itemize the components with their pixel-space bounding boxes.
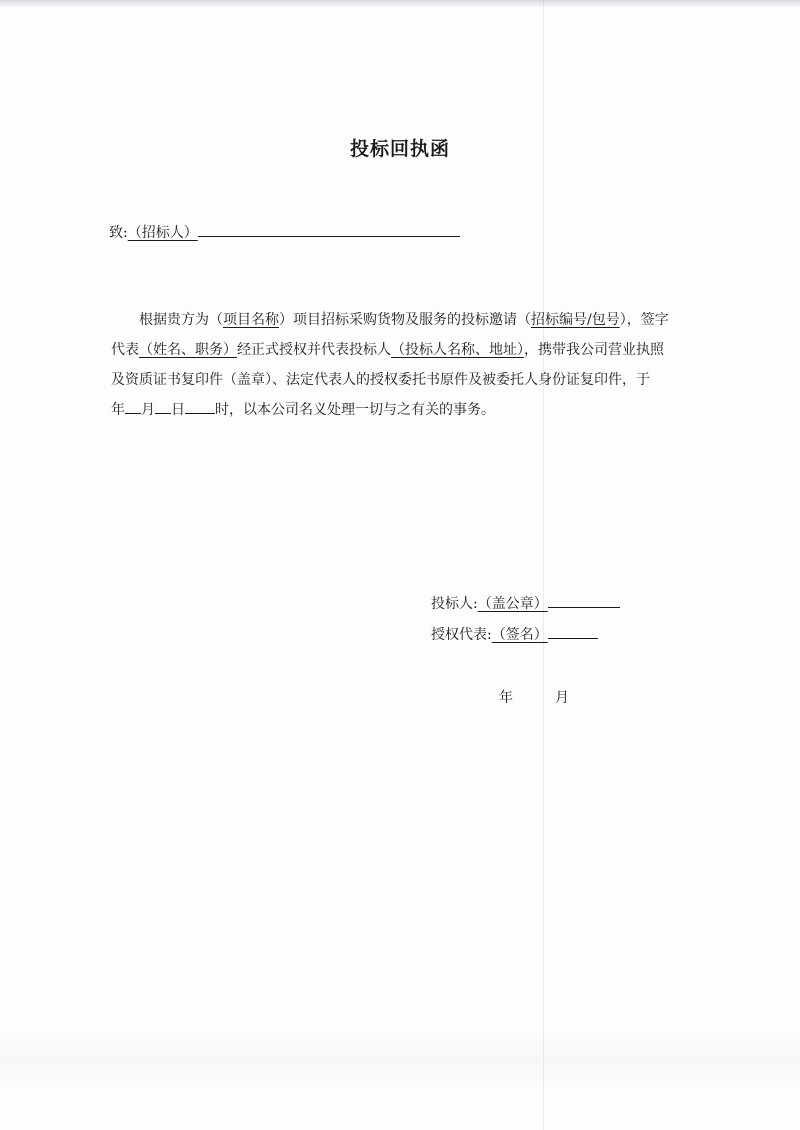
bidder-name-address-field: （投标人名称、地址）: [391, 342, 524, 358]
text-segment: 时，以本公司名义处理一切与之有关的事务。: [215, 402, 495, 418]
recipient-blank: [198, 222, 460, 237]
bidder-blank: [548, 593, 620, 608]
bidder-seal-field: （盖公章）: [477, 596, 548, 612]
date-year: 年: [499, 690, 513, 706]
hour-blank: [185, 399, 215, 414]
representative-signature-line: [431, 624, 598, 644]
scan-artifact-top: [0, 0, 800, 8]
day-label: 日: [171, 402, 185, 418]
date-month: 月: [555, 690, 569, 706]
recipient-label: 致:: [109, 225, 128, 241]
text-segment: ）项目招标采购货物及服务的投标邀请（: [279, 312, 531, 328]
paragraph-line-3: 及资质证书复印件（盖章）、法定代表人的授权委托书原件及被委托人身份证复印件，于: [111, 372, 650, 388]
month-label: 月: [141, 402, 155, 418]
document-title: 投标回执函: [349, 138, 450, 160]
bidder-label: 投标人:: [431, 596, 478, 612]
text-segment: ，携带我公司营业执照: [524, 342, 664, 358]
recipient-value: （招标人）: [127, 225, 198, 241]
tender-number-field: 招标编号/包号: [531, 312, 620, 328]
paragraph-line-4: [111, 395, 696, 425]
year-label: 年: [111, 402, 125, 418]
bidder-signature-line: [431, 593, 620, 613]
text-segment: 经正式授权并代表投标人: [237, 342, 391, 358]
project-name-field: 项目名称: [223, 312, 279, 328]
representative-sign-field: （签名）: [491, 627, 548, 643]
month-blank: [125, 399, 141, 414]
scan-fold-line: [543, 0, 544, 1130]
recipient-line: [109, 222, 460, 242]
scan-artifact-bottom: [0, 1030, 800, 1090]
representative-field: （姓名、职务）: [139, 342, 237, 358]
day-blank: [155, 399, 171, 414]
paragraph-line-2: [111, 335, 696, 365]
paragraph-line-1: [111, 305, 696, 335]
representative-label: 授权代表:: [431, 627, 492, 643]
text-segment: 代表: [111, 342, 139, 358]
text-segment: 根据贵方为（: [139, 312, 223, 328]
text-segment: ），签字: [619, 312, 669, 328]
representative-blank: [548, 624, 598, 639]
body-paragraph: [111, 305, 696, 425]
